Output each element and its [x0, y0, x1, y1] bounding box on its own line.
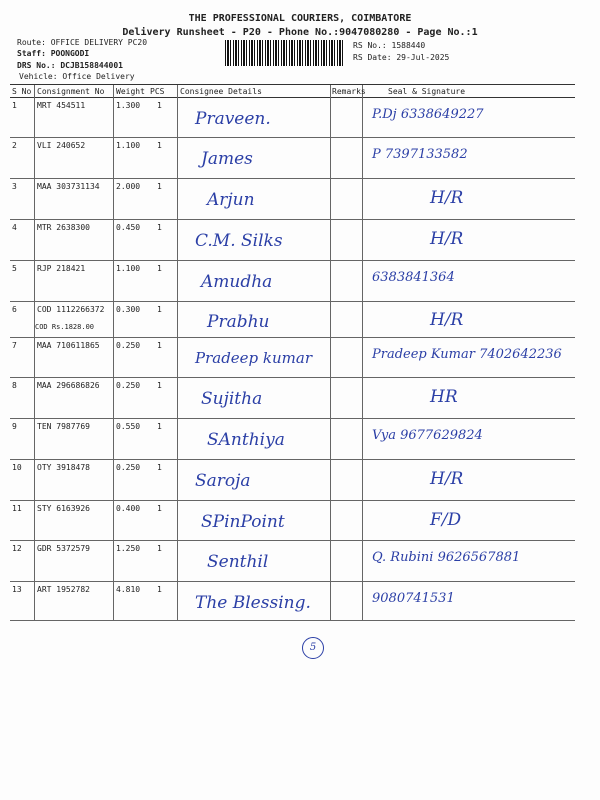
row-consignee-handwritten: SPinPoint: [201, 512, 285, 532]
row-signature-handwritten: Vya 9677629824: [372, 428, 483, 443]
row-consignee-handwritten: C.M. Silks: [195, 231, 283, 251]
drs-text: DRS No.: DCJB158844001: [17, 61, 123, 70]
row-weight: 4.810: [116, 585, 141, 594]
row-pcs: 1: [157, 101, 162, 110]
row-consignment-no: MTR 2638300: [37, 223, 90, 232]
row-consignee-handwritten: Sujitha: [201, 389, 263, 409]
row-signature-handwritten: H/R: [430, 310, 464, 330]
row-weight: 0.250: [116, 463, 141, 472]
row-consignment-no: VLI 240652: [37, 141, 86, 150]
row-divider: [10, 137, 575, 138]
row-sno: 8: [12, 381, 17, 390]
row-divider: [10, 337, 575, 338]
row-consignment-no: GDR 5372579: [37, 544, 90, 553]
row-weight: 0.250: [116, 381, 141, 390]
row-signature-handwritten: H/R: [430, 188, 464, 208]
row-consignment-no: MAA 710611865: [37, 341, 100, 350]
row-divider: [10, 540, 575, 541]
row-consignment-no: ART 1952782: [37, 585, 90, 594]
row-pcs: 1: [157, 264, 162, 273]
col-header-pcs: PCS: [150, 87, 165, 96]
row-weight: 1.100: [116, 264, 141, 273]
page-mark: 5: [302, 637, 324, 659]
row-sno: 4: [12, 223, 17, 232]
table-header-rule: [10, 97, 575, 98]
row-consignee-handwritten: Prabhu: [207, 312, 270, 332]
row-consignment-no: TEN 7987769: [37, 422, 90, 431]
row-consignee-handwritten: Amudha: [201, 272, 273, 292]
row-signature-handwritten: H/R: [430, 469, 464, 489]
row-divider: [10, 219, 575, 220]
row-weight: 2.000: [116, 182, 141, 191]
row-consignee-handwritten: Saroja: [195, 471, 251, 491]
runsheet-title: Delivery Runsheet - P20 - Phone No.:9047080280 - Page No.:1: [122, 27, 478, 38]
vehicle-text: Vehicle: Office Delivery: [19, 72, 135, 81]
row-consignee-handwritten: SAnthiya: [207, 430, 285, 450]
row-signature-handwritten: P.Dj 6338649227: [372, 107, 484, 122]
row-sno: 6: [12, 305, 17, 314]
row-consignment-no: OTY 3918478: [37, 463, 90, 472]
row-consignee-handwritten: Praveen.: [195, 109, 271, 129]
row-pcs: 1: [157, 141, 162, 150]
col-header-remarks: Remarks: [332, 87, 366, 96]
row-weight: 1.100: [116, 141, 141, 150]
staff-text: Staff: POONGODI: [17, 49, 90, 58]
barcode-image: [225, 40, 345, 66]
row-sno: 9: [12, 422, 17, 431]
row-pcs: 1: [157, 305, 162, 314]
row-divider: [10, 581, 575, 582]
rs-number: RS No.: 1588440: [353, 41, 426, 50]
row-divider: [10, 301, 575, 302]
row-consignee-handwritten: Senthil: [207, 552, 269, 572]
row-pcs: 1: [157, 422, 162, 431]
row-sno: 2: [12, 141, 17, 150]
row-consignment-no: COD 1112266372: [37, 305, 105, 314]
row-divider: [10, 620, 575, 621]
row-pcs: 1: [157, 544, 162, 553]
row-weight: 1.250: [116, 544, 141, 553]
row-consignment-no: MAA 296686826: [37, 381, 100, 390]
row-pcs: 1: [157, 341, 162, 350]
company-title: THE PROFESSIONAL COURIERS, COIMBATORE: [188, 13, 412, 24]
row-sno: 3: [12, 182, 17, 191]
row-consignee-handwritten: James: [201, 149, 253, 169]
row-signature-handwritten: F/D: [430, 510, 462, 530]
row-consignee-handwritten: Pradeep kumar: [195, 349, 313, 367]
row-weight: 0.550: [116, 422, 141, 431]
row-signature-handwritten: 6383841364: [372, 270, 455, 285]
route-text: Route: OFFICE DELIVERY PC20: [17, 38, 148, 47]
rs-date: RS Date: 29-Jul-2025: [353, 53, 450, 62]
row-pcs: 1: [157, 585, 162, 594]
row-consignment-no: RJP 218421: [37, 264, 86, 273]
row-consignee-handwritten: Arjun: [207, 190, 255, 210]
row-weight: 0.300: [116, 305, 141, 314]
row-weight: 0.250: [116, 341, 141, 350]
row-sno: 1: [12, 101, 17, 110]
row-divider: [10, 377, 575, 378]
row-consignee-handwritten: The Blessing.: [195, 593, 311, 613]
row-divider: [10, 500, 575, 501]
row-signature-handwritten: P 7397133582: [372, 147, 468, 162]
row-weight: 0.450: [116, 223, 141, 232]
row-pcs: 1: [157, 182, 162, 191]
row-pcs: 1: [157, 504, 162, 513]
col-header-weight: Weight: [116, 87, 145, 96]
row-divider: [10, 459, 575, 460]
row-consignment-no: MAA 303731134: [37, 182, 100, 191]
row-pcs: 1: [157, 463, 162, 472]
row-sno: 13: [12, 585, 22, 594]
row-cod-amount: COD Rs.1828.00: [35, 323, 95, 331]
row-signature-handwritten: H/R: [430, 229, 464, 249]
row-sno: 12: [12, 544, 22, 553]
row-sno: 11: [12, 504, 22, 513]
col-header-consignee: Consignee Details: [180, 87, 262, 96]
row-divider: [10, 260, 575, 261]
row-pcs: 1: [157, 381, 162, 390]
row-divider: [10, 418, 575, 419]
row-weight: 0.400: [116, 504, 141, 513]
row-weight: 1.300: [116, 101, 141, 110]
row-sno: 5: [12, 264, 17, 273]
row-consignment-no: STY 6163926: [37, 504, 90, 513]
row-signature-handwritten: HR: [430, 387, 458, 407]
row-consignment-no: MRT 454511: [37, 101, 86, 110]
row-sno: 7: [12, 341, 17, 350]
row-signature-handwritten: Pradeep Kumar 7402642236: [372, 347, 562, 362]
col-header-signature: Seal & Signature: [388, 87, 466, 96]
col-header-consignment: Consignment No: [37, 87, 105, 96]
col-header-sno: S No: [12, 87, 32, 96]
row-sno: 10: [12, 463, 22, 472]
row-signature-handwritten: 9080741531: [372, 591, 455, 606]
row-signature-handwritten: Q. Rubini 9626567881: [372, 550, 521, 565]
table-top-rule: [10, 84, 575, 85]
row-divider: [10, 178, 575, 179]
row-pcs: 1: [157, 223, 162, 232]
